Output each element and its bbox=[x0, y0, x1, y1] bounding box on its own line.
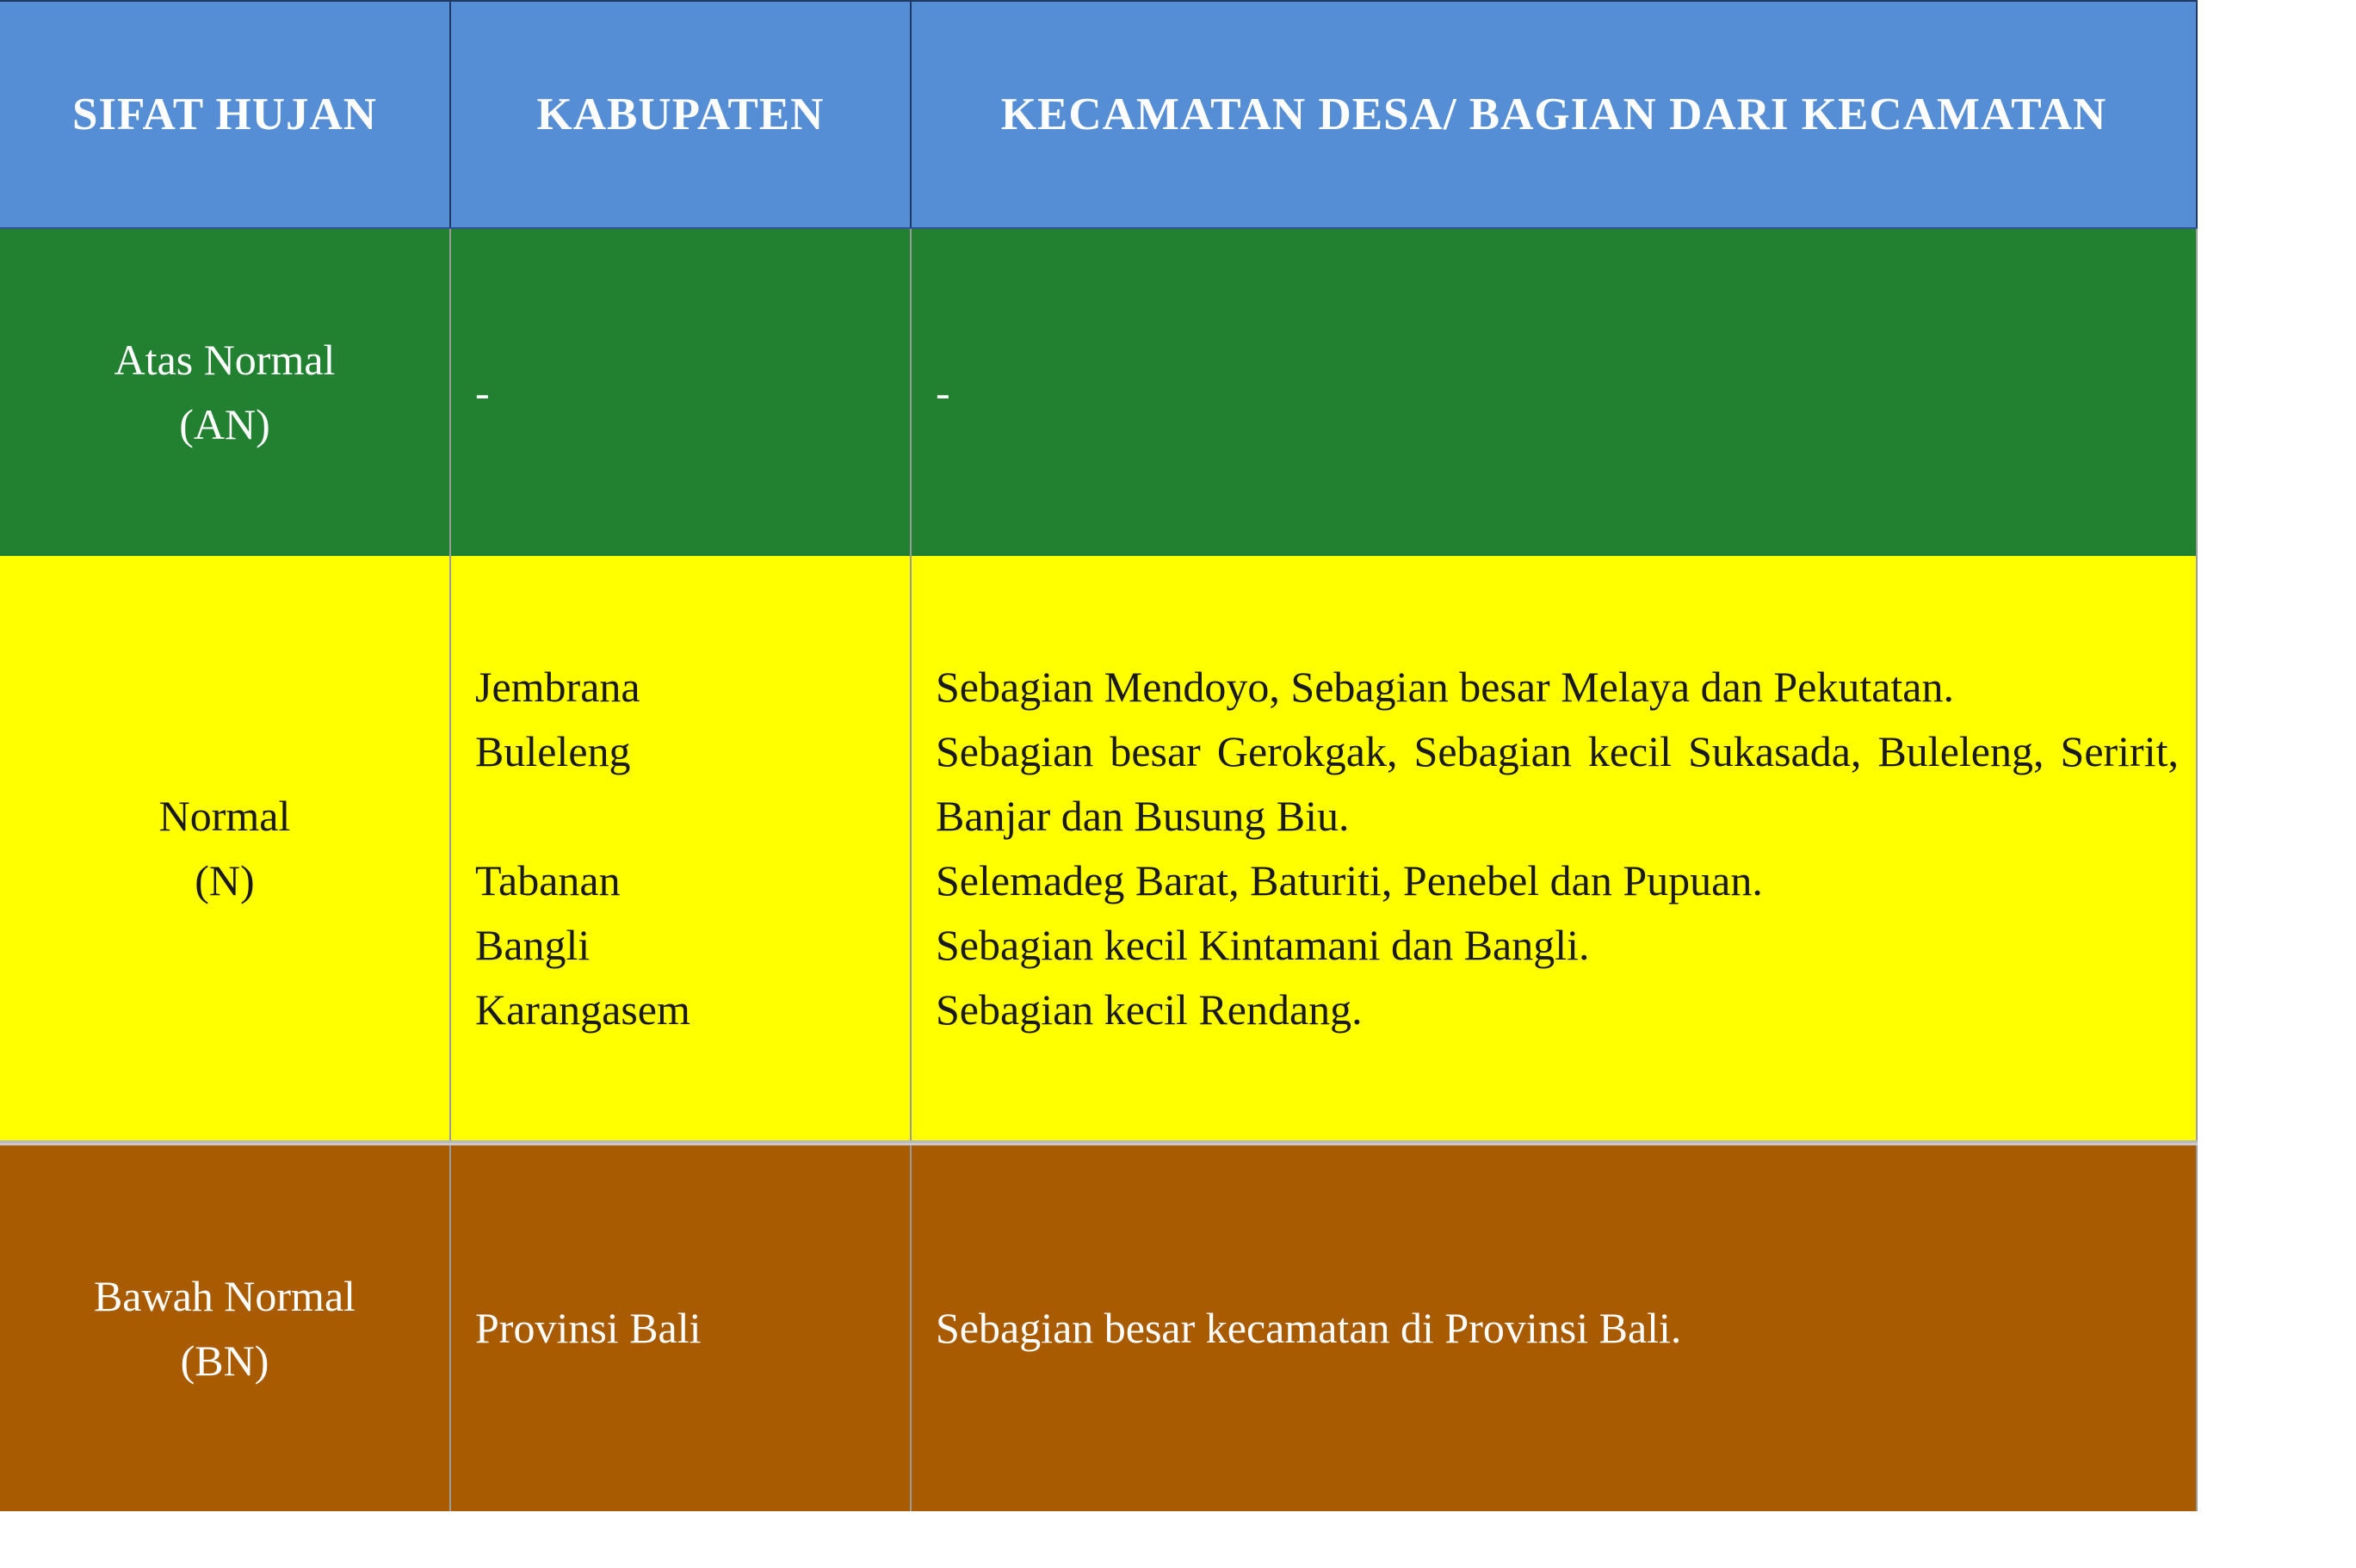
category-code: (BN) bbox=[180, 1336, 269, 1385]
category-label: Bawah Normal bbox=[93, 1271, 356, 1320]
kabupaten-item: Tabanan bbox=[475, 855, 621, 904]
category-cell-n bbox=[0, 556, 451, 1140]
category-label: Atas Normal bbox=[114, 336, 336, 384]
kecamatan-item: Sebagian kecil Rendang. bbox=[936, 985, 1363, 1034]
header-kecamatan: KECAMATAN DESA/ BAGIAN DARI KECAMATAN bbox=[912, 0, 2198, 227]
kabupaten-cell-n bbox=[451, 556, 912, 1140]
kabupaten-item: Bangli bbox=[475, 920, 591, 969]
kabupaten-item: Jembrana bbox=[475, 662, 640, 711]
category-code: (AN) bbox=[179, 400, 270, 448]
kabupaten-item: Karangasem bbox=[475, 985, 690, 1034]
kecamatan-item: Sebagian Mendoyo, Sebagian besar Melaya dan Pekutatan. bbox=[936, 662, 1954, 711]
kabupaten-item: - bbox=[475, 367, 490, 417]
header-sifat-hujan: SIFAT HUJAN bbox=[0, 0, 451, 227]
kecamatan-item: Selemadeg Barat, Baturiti, Penebel dan Pupuan. bbox=[936, 855, 1763, 904]
kecamatan-item: Sebagian besar kecamatan di Provinsi Bali. bbox=[936, 1304, 1682, 1352]
kecamatan-item: - bbox=[936, 367, 950, 417]
table-row-bawah-normal bbox=[0, 1143, 2198, 1511]
kabupaten-cell-an bbox=[451, 229, 912, 556]
kecamatan-cell-an bbox=[912, 229, 2198, 556]
table-row-atas-normal bbox=[0, 229, 2198, 556]
kecamatan-cell-bn bbox=[912, 1145, 2198, 1511]
kecamatan-item: Sebagian besar Gerokgak, Sebagian kecil Sukasada, Buleleng, Seririt, Banjar dan Busung Biu. bbox=[936, 726, 2179, 840]
category-cell-bn bbox=[0, 1145, 451, 1511]
table-row-normal bbox=[0, 556, 2198, 1143]
header-kabupaten: KABUPATEN bbox=[451, 0, 912, 227]
line-spacer bbox=[475, 784, 893, 849]
category-label: Normal bbox=[158, 791, 291, 840]
kabupaten-item: Provinsi Bali bbox=[475, 1304, 702, 1352]
kabupaten-cell-bn bbox=[451, 1145, 912, 1511]
kabupaten-item: Buleleng bbox=[475, 726, 631, 775]
kecamatan-item: Sebagian kecil Kintamani dan Bangli. bbox=[936, 920, 1590, 969]
category-cell-an bbox=[0, 229, 451, 556]
table-header-row bbox=[0, 0, 2198, 229]
category-code: (N) bbox=[195, 855, 255, 904]
kecamatan-cell-n bbox=[912, 556, 2198, 1140]
